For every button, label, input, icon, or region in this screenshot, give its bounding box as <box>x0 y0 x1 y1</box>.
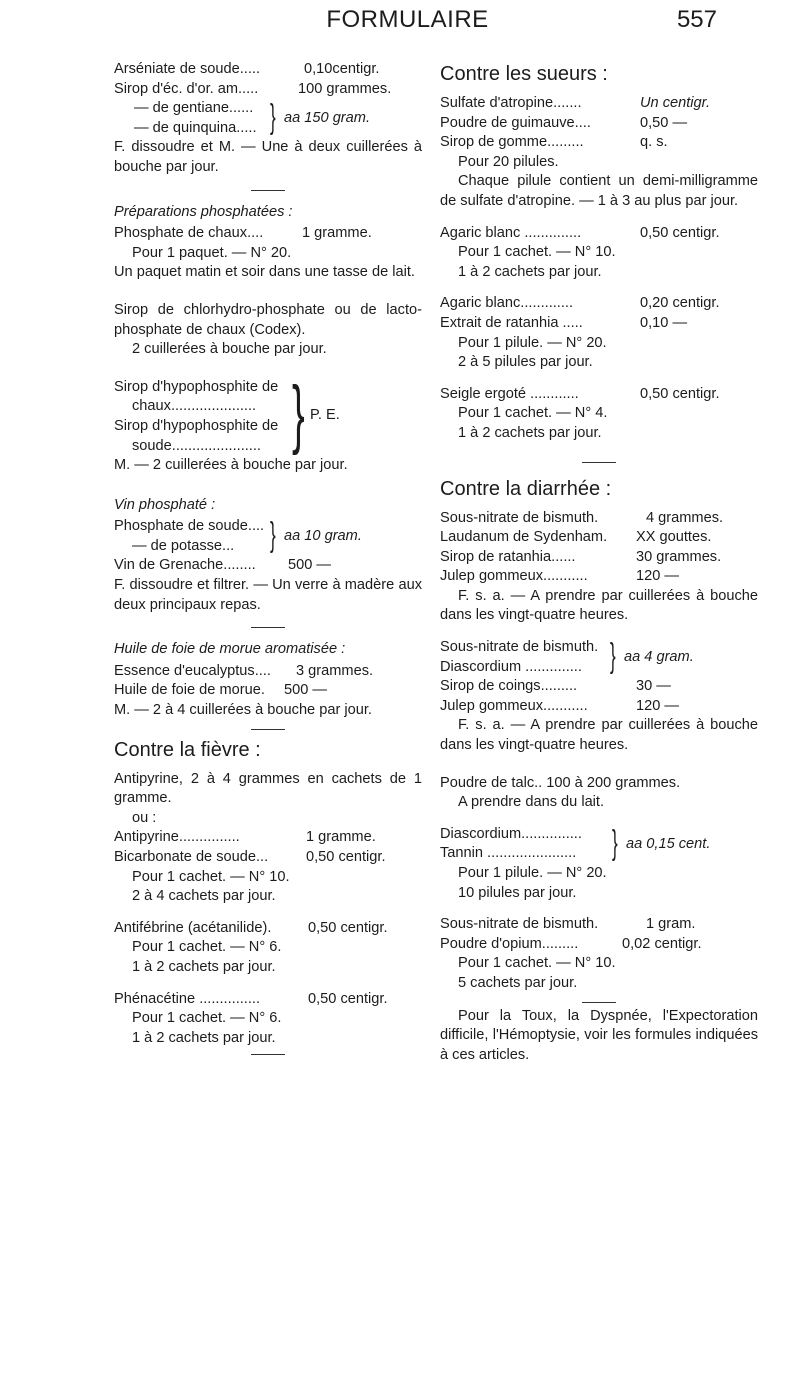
section-title: Contre les sueurs : <box>440 63 608 85</box>
ingredient-line: Antipyrine............... 1 gramme. <box>114 829 376 846</box>
dose-line: Pour 1 paquet. — N° 20. <box>132 244 292 261</box>
ingredient-line: Vin de Grenache........ 500 — <box>114 557 331 574</box>
section-sueurs <box>440 62 758 444</box>
instruction: F. dissoudre et M. — Une à deux cuillerées à bouche par jour. <box>114 139 422 175</box>
ingredient-line: Antifébrine (acétanilide). 0,50 centigr. <box>114 919 388 936</box>
ingredient-line: Poudre d'opium......... 0,02 centigr. <box>440 935 702 952</box>
section-fievre <box>114 738 422 1056</box>
dose-line: 2 à 4 cachets par jour. <box>132 888 276 905</box>
ingredient-line: Sous-nitrate de bismuth. 4 grammes. <box>440 509 724 526</box>
ingredient-line: Phosphate de chaux.... 1 gramme. <box>114 225 372 242</box>
running-title: FORMULAIRE <box>326 6 489 33</box>
brace-symbol: } <box>270 516 276 555</box>
brace-symbol: } <box>612 823 618 862</box>
ingredient-line: Sous-nitrate de bismuth. 1 gram. <box>440 916 696 933</box>
page-number: 557 <box>676 6 717 33</box>
ingredient-line: Arséniate de soude..... 0,10centigr. <box>114 61 380 77</box>
dose-line: Pour 1 cachet. — N° 10. <box>458 244 616 261</box>
separator-rule <box>251 627 285 628</box>
cross-reference-note: Pour la Toux, la Dyspnée, l'Expectoration difficile, l'Hémoptysie, voir les formules indiquées à ces articles. <box>440 1007 758 1063</box>
dose-line: Pour 1 cachet. — N° 4. <box>458 405 608 422</box>
ingredient-line: Bicarbonate de soude... 0,50 centigr. <box>114 849 386 865</box>
ingredient-line: Essence d'eucalyptus.... 3 grammes. <box>114 662 374 679</box>
brace-symbol: } <box>292 370 305 456</box>
braced-group <box>114 99 422 138</box>
brace-symbol: } <box>610 637 616 676</box>
braced-group <box>440 638 758 677</box>
ingredient-line: Sirop d'éc. d'or. am..... 100 grammes. <box>114 80 392 97</box>
section-diarrhee <box>440 477 758 1066</box>
ingredient-line: Poudre de guimauve.... 0,50 — <box>440 114 688 131</box>
brace-symbol: } <box>270 98 276 137</box>
dose-line: 1 à 2 cachets par jour. <box>458 424 602 441</box>
dose-line: 2 cuillerées à bouche par jour. <box>132 341 327 358</box>
dose-line: Pour 1 cachet. — N° 6. <box>132 1010 282 1027</box>
section-subtitle: Huile de foie de morue aromatisée : <box>114 641 346 658</box>
ingredient-line: — de potasse... <box>132 537 235 554</box>
instruction: Un paquet matin et soir dans une tasse de lait. <box>114 264 415 281</box>
instruction: M. — 2 à 4 cuillerées à bouche par jour. <box>114 702 372 719</box>
dose-line: Pour 1 pilule. — N° 20. <box>458 865 607 881</box>
right-column <box>440 60 758 1065</box>
ingredient-line: Julep gommeux........... 120 — <box>440 697 679 714</box>
ingredient-line: Sirop d'hypophosphite de <box>114 378 279 395</box>
recipe-vin-phosphate <box>114 496 422 616</box>
ingredient-line: chaux..................... <box>132 398 257 415</box>
ingredient-line: Sous-nitrate de bismuth. <box>440 639 599 656</box>
instruction: Antipyrine, 2 à 4 grammes en cachets de 1 gramme. <box>114 770 422 807</box>
ingredient-line: Seigle ergoté ............ 0,50 centigr. <box>440 385 720 402</box>
dose-line: Pour 1 cachet. — N° 10. <box>132 868 290 885</box>
section-title: Contre la fièvre : <box>114 738 261 761</box>
section-subtitle: Préparations phosphatées : <box>114 203 293 220</box>
ingredient-line: Sirop de ratanhia...... 30 grammes. <box>440 548 722 565</box>
dose-line: 5 cachets par jour. <box>458 974 578 991</box>
recipe-hypophosphite <box>114 370 422 476</box>
instruction: F. s. a. — A prendre par cuillerées à bouche dans les vingt-quatre heures. <box>440 587 758 624</box>
dose-line: Pour 1 cachet. — N° 6. <box>132 939 282 956</box>
ingredient-line: Agaric blanc .............. 0,50 centigr. <box>440 224 720 241</box>
dose-line: 1 à 2 cachets par jour. <box>458 263 602 280</box>
conjunction: ou : <box>132 809 157 826</box>
section-title: Contre la diarrhée : <box>440 477 612 500</box>
braced-group <box>114 517 422 556</box>
ingredient-line: soude...................... <box>132 437 261 454</box>
ingredient-line: Julep gommeux........... 120 — <box>440 568 679 585</box>
dose-line: 2 à 5 pilules par jour. <box>458 354 593 371</box>
ingredient-line: Sirop d'hypophosphite de <box>114 417 279 434</box>
page-header <box>100 0 715 50</box>
ingredient-line: Phosphate de soude.... <box>114 518 265 535</box>
recipe-huile-foie-morue <box>114 640 422 720</box>
ingredient-line: Agaric blanc............. 0,20 centigr. <box>440 295 720 312</box>
instruction: Sirop de chlorhydro-phosphate ou de lacto-phosphate de chaux (Codex). <box>114 301 422 338</box>
recipe-phosphatees <box>114 203 422 283</box>
dose-line: Pour 20 pilules. <box>458 153 559 170</box>
separator-rule <box>251 729 285 730</box>
quantity: aa 0,15 cent. <box>626 835 711 852</box>
ingredient-line: — de gentiane...... <box>134 100 254 117</box>
ingredient-line: Diascordium............... <box>440 825 582 842</box>
ingredient-line: Phénacétine ............... 0,50 centigr. <box>114 990 388 1007</box>
ingredient-line: Tannin ...................... <box>440 845 577 862</box>
braced-group <box>114 370 422 456</box>
ingredient-line: Huile de foie de morue. 500 — <box>114 682 327 699</box>
dose-line: Pour 1 cachet. — N° 10. <box>458 955 616 972</box>
ingredient-line: Diascordium .............. <box>440 658 582 675</box>
ingredient-line: Extrait de ratanhia ..... 0,10 — <box>440 314 688 331</box>
separator-rule <box>251 190 285 191</box>
instruction: F. dissoudre et filtrer. — Un verre à madère aux deux principaux repas. <box>114 577 422 613</box>
separator-rule <box>582 462 616 463</box>
separator-rule <box>582 1002 616 1003</box>
ingredient-line: Sirop de gomme......... q. s. <box>440 134 668 151</box>
quantity: P. E. <box>310 406 340 423</box>
quantity: aa 10 gram. <box>284 528 362 545</box>
recipe-sirop-chlorhydro <box>114 301 422 360</box>
recipe-arseniate <box>114 60 422 178</box>
dose-line: A prendre dans du lait. <box>458 794 605 811</box>
quantity: aa 4 gram. <box>624 649 694 666</box>
section-subtitle: Vin phosphaté : <box>114 496 216 513</box>
ingredient-line: Sirop de coings......... 30 — <box>440 678 671 695</box>
dose-line: 1 à 2 cachets par jour. <box>132 958 276 975</box>
ingredient-line: Poudre de talc.. 100 à 200 grammes. <box>440 774 681 791</box>
dose-line: 10 pilules par jour. <box>458 884 577 901</box>
braced-group <box>440 825 758 864</box>
instruction: Chaque pilule contient un demi-milligramme de sulfate d'atropine. — 1 à 3 au plus par jour. <box>440 173 758 209</box>
dose-line: 1 à 2 cachets par jour. <box>132 1029 276 1046</box>
ingredient-line: Sulfate d'atropine....... Un centigr. <box>440 95 711 111</box>
ingredient-line: Laudanum de Sydenham. XX gouttes. <box>440 529 712 546</box>
dose-line: M. — 2 cuillerées à bouche par jour. <box>114 457 348 474</box>
quantity: aa 150 gram. <box>284 110 370 127</box>
dose-line: Pour 1 pilule. — N° 20. <box>458 334 607 351</box>
left-column <box>114 60 422 1055</box>
ingredient-line: — de quinquina..... <box>134 119 257 136</box>
separator-rule <box>251 1054 285 1055</box>
instruction: F. s. a. — A prendre par cuillerées à bouche dans les vingt-quatre heures. <box>440 717 758 754</box>
